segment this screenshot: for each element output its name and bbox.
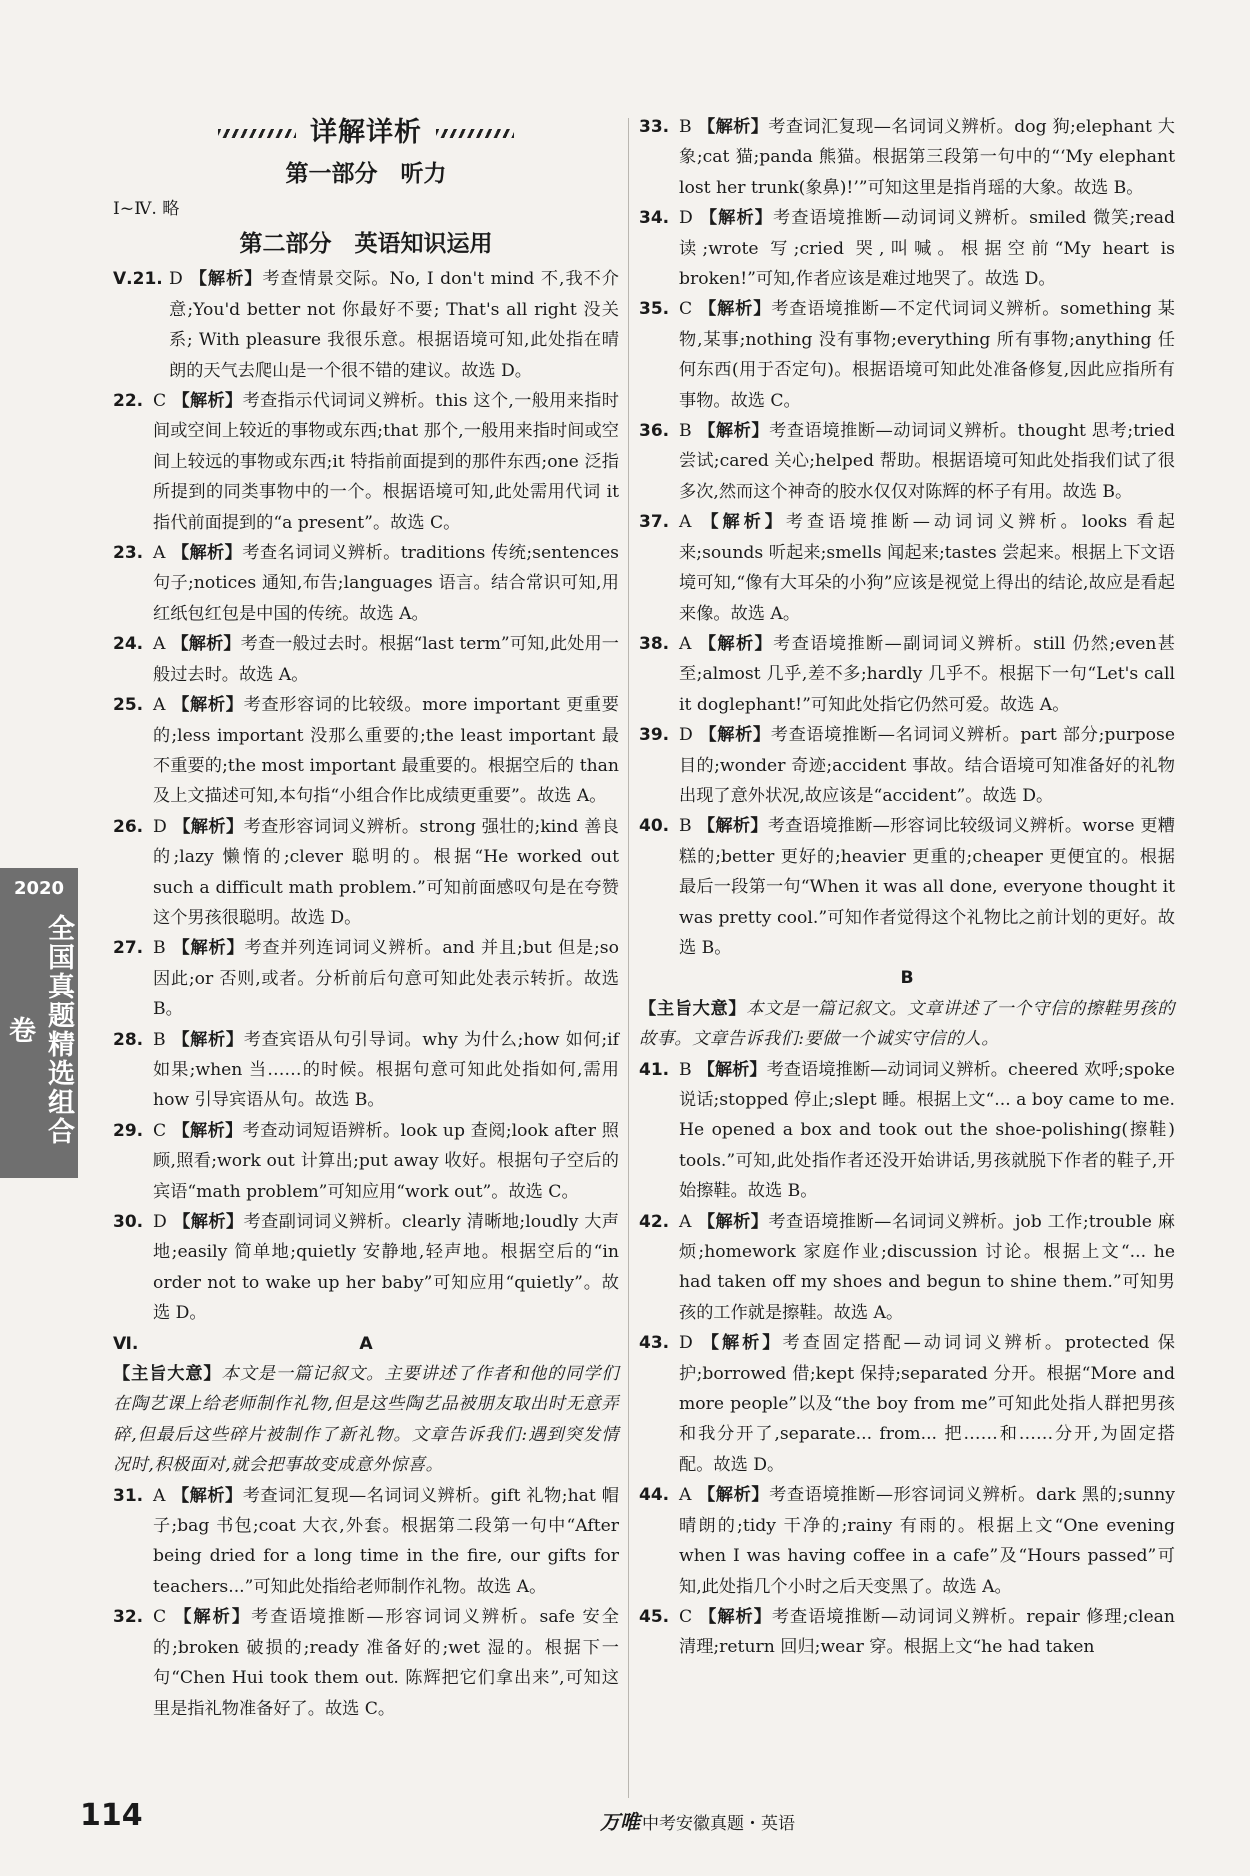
answer-letter: D [153, 1212, 167, 1232]
analysis-text: 考查语境推断—名词词义辨析。part 部分;purpose 目的;wonder 奇迹;accident 事故。结合语境可知准备好的礼物出现了意外状况,故应该是“accident”。故选 D。 [679, 725, 1175, 806]
passage-b-label: B [900, 968, 914, 989]
item-number: 43. [639, 1333, 670, 1354]
answer-item [113, 629, 619, 690]
analysis-tag: 【解析】 [172, 1212, 244, 1232]
analysis-text: 考查语境推断—不定代词词义辨析。something 某物,某事;nothing 没有事物;everything 所有事物;anything 任何东西(用于否定句)。根据语境可知此处准备修复,因此应指所有事物。故选 C。 [679, 299, 1175, 411]
item-body [679, 507, 1175, 629]
analysis-text: 考查语境推断—动词词义辨析。smiled 微笑;read 读;wrote 写;cried 哭,叫喊。根据空前“My heart is broken!”可知,作者应该是难过地哭了。故选 D。 [679, 208, 1175, 290]
gist-tag: 【主旨大意】 [639, 998, 747, 1019]
item-number: 34. [639, 208, 670, 229]
answer-letter: A [679, 1211, 692, 1232]
answer-letter: A [679, 633, 692, 654]
item-body [153, 538, 619, 629]
analysis-tag: 【解析】 [697, 816, 768, 837]
analysis-tag: 【解析】 [698, 208, 774, 229]
analysis-text: 考查情景交际。No, I don't mind 不,我不介意;You'd better not 你最好不要; That's all right 没关系; With pleasure 我很乐意。根据语境可知,此处指在晴朗的天气去爬山是一个很不错的建议。故选 D。 [169, 269, 619, 381]
answer-item [639, 811, 1175, 963]
answer-item [639, 203, 1175, 294]
analysis-text: 考查语境推断—动词词义辨析。cheered 欢呼;spoke 说话;stopped 停止;slept 睡。根据上文“... a boy came to me. He opened a box and took out the shoe-polishing(擦鞋) tools.”可知,此处指作者还没开始讲话,男孩就脱下作者的鞋子,开始擦鞋。故选 B。 [679, 1059, 1175, 1202]
page-number: 114 [80, 1798, 143, 1833]
item-number: 41. [639, 1059, 670, 1080]
analysis-tag: 【解析】 [697, 512, 786, 533]
answer-letter: B [153, 938, 166, 959]
answer-letter: A [679, 1485, 692, 1506]
item-body [169, 264, 619, 386]
answer-letter: D [169, 269, 183, 290]
analysis-text: 考查语境推断—动词词义辨析。looks 看起来;sounds 听起来;smells 闻起来;tastes 尝起来。根据上下文语境可知,“像有大耳朵的小狗”应该是视觉上得出的结论,故应是看起来像。故选 A。 [679, 512, 1175, 624]
item-number: 32. [113, 1607, 144, 1628]
left-column [113, 112, 619, 1724]
answer-item [639, 507, 1175, 629]
side-tab-title: 全国真题精选组合卷 [4, 914, 74, 1146]
item-number: 25. [113, 695, 144, 716]
item-body [153, 690, 619, 812]
passage-a-label: A [359, 1333, 373, 1354]
item-body [679, 720, 1175, 811]
analysis-text: 考查形容词词义辨析。strong 强壮的;kind 善良的;lazy 懒惰的;clever 聪明的。根据“He worked out such a difficult math problem.”可知前面感叹句是在夸赞这个男孩很聪明。故选 D。 [153, 816, 619, 928]
item-body [153, 629, 619, 690]
analysis-text: 考查并列连词词义辨析。and 并且;but 但是;so 因此;or 否则,或者。分析前后句意可知此处表示转折。故选 B。 [153, 938, 619, 1020]
analysis-tag: 【解析】 [697, 421, 770, 442]
item-body [679, 112, 1175, 203]
answer-item [113, 538, 619, 629]
analysis-tag: 【解析】 [172, 1120, 243, 1141]
analysis-tag: 【解析】 [172, 391, 243, 412]
part1-heading: 第一部分 听力 [285, 161, 447, 187]
answer-letter: B [153, 1029, 166, 1050]
answer-letter: C [153, 1607, 167, 1628]
answer-item [113, 690, 619, 812]
answer-letter: A [153, 1485, 166, 1506]
column-divider [628, 118, 629, 1798]
answer-letter: D [679, 725, 693, 746]
answer-list-b [113, 1481, 619, 1724]
answer-letter: C [153, 391, 167, 412]
item-body [679, 1328, 1175, 1480]
item-number: 45. [639, 1606, 670, 1627]
analysis-tag: 【解析】 [171, 543, 243, 564]
analysis-text: 考查形容词的比较级。more important 更重要的;less important 没那么重要的;the least important 最不重要的;the most important 最重要的。根据空后的 than 及上文描述可知,本句指“小组合作比成绩更重要”。故选 A。 [153, 695, 619, 807]
brand-logo: 万唯 [600, 1810, 640, 1834]
analysis-tag: 【解析】 [697, 1211, 769, 1232]
analysis-text: 考查语境推断—形容词比较级词义辨析。worse 更糟糕的;better 更好的;heavier 更重的;cheaper 更便宜的。根据最后一段第一句“When it was all done, everyone thought it was pretty cool.”可知作者觉得这个礼物比之前计划的更好。故选 B。 [679, 816, 1175, 958]
answer-letter: C [153, 1120, 167, 1141]
item-number: 22. [113, 391, 144, 412]
answer-letter: C [679, 1606, 693, 1627]
item-body [679, 811, 1175, 963]
answer-item [113, 1602, 619, 1724]
item-number: 36. [639, 421, 670, 442]
analysis-text: 考查语境推断—名词词义辨析。job 工作;trouble 麻烦;homework 家庭作业;discussion 讨论。根据上文“... he had taken off my shoes and begun to shine them.”可知男孩的工作就是擦鞋。故选 A。 [679, 1211, 1175, 1323]
item-number: 33. [639, 117, 670, 137]
item-number: 39. [639, 725, 670, 746]
item-body [679, 203, 1175, 294]
item-body [153, 1207, 619, 1329]
item-number: 27. [113, 938, 144, 959]
item-body [153, 1602, 619, 1724]
item-number: 35. [639, 299, 670, 320]
analysis-tag: 【解析】 [172, 816, 244, 837]
item-body [679, 1480, 1175, 1602]
answer-letter: D [679, 1333, 693, 1354]
analysis-tag: 【解析】 [171, 634, 241, 655]
passage-b-gist [639, 994, 1175, 1055]
analysis-text: 考查词汇复现—名词词义辨析。gift 礼物;hat 帽子;bag 书包;coat 大衣,外套。根据第二段第一句中“After being dried for a long time in the fire, our gifts for teachers...”可知此处指给老师制作礼物。故选 A。 [153, 1485, 619, 1597]
answer-item [639, 629, 1175, 720]
analysis-tag: 【解析】 [697, 117, 769, 137]
analysis-text: 考查一般过去时。根据“last term”可知,此处用一般过去时。故选 A。 [153, 634, 619, 685]
answer-list-c [639, 112, 1175, 963]
answer-letter: D [679, 208, 693, 229]
analysis-text: 考查固定搭配—动词词义辨析。protected 保护;borrowed 借;kept 保持;separated 分开。根据“More and more people”以及“the boy from me”可知此处指人群把男孩和我分开了,separate... from... 把……和……分开,为固定搭配。故选 D。 [679, 1333, 1175, 1475]
answer-item [113, 1116, 619, 1207]
item-body [153, 933, 619, 1024]
answer-item [639, 1055, 1175, 1207]
item-body [679, 1207, 1175, 1329]
item-body [679, 294, 1175, 416]
item-number: Ⅴ.21. [113, 269, 163, 290]
answer-item [639, 1207, 1175, 1329]
answer-item [113, 933, 619, 1024]
answer-letter: B [679, 117, 692, 137]
answer-item [639, 1602, 1175, 1663]
item-body [153, 1481, 619, 1603]
item-number: 30. [113, 1212, 144, 1232]
analysis-tag: 【解析】 [698, 299, 772, 320]
item-number: 29. [113, 1120, 144, 1141]
gist-text: 本文是一篇记叙文。主要讲述了作者和他的同学们在陶艺课上给老师制作礼物,但是这些陶艺品被朋友取出时无意弄碎,但最后这些碎片被制作了新礼物。文章告诉我们:遇到突发情况时,积极面对,就会把事故变成意外惊喜。 [113, 1364, 619, 1476]
answer-item [639, 416, 1175, 507]
section-6-number: Ⅵ. [113, 1333, 139, 1354]
item-body [679, 629, 1175, 720]
analysis-tag: 【解析】 [697, 633, 774, 654]
analysis-text: 考查语境推断—形容词词义辨析。safe 安全的;broken 破损的;ready 准备好的;wet 湿的。根据下一句“Chen Hui took them out. 陈辉把它们拿出来”,可知这里是指礼物准备好了。故选 C。 [153, 1607, 619, 1719]
banner-title: 详解详析 [310, 117, 422, 148]
answer-letter: A [153, 543, 166, 564]
answer-item [113, 1481, 619, 1603]
passage-a-gist [113, 1359, 619, 1481]
right-column [639, 112, 1175, 1663]
banner-decoration-left [218, 129, 296, 138]
item-body [153, 1025, 619, 1116]
analysis-text: 考查语境推断—副词词义辨析。still 仍然;even甚至;almost 几乎,差不多;hardly 几乎不。根据下一句“Let's call it doglephant!”可知此处指它仍然可爱。故选 A。 [679, 633, 1175, 715]
gist-tag: 【主旨大意】 [113, 1364, 222, 1385]
book-name: 中考安徽真题・英语 [642, 1814, 795, 1834]
banner-decoration-right [436, 129, 514, 138]
side-tab-year: 2020 [13, 878, 65, 899]
answer-letter: C [679, 299, 693, 320]
answer-item [639, 1328, 1175, 1480]
item-number: 31. [113, 1485, 144, 1506]
answer-letter: B [679, 1059, 692, 1080]
analysis-tag: 【解析】 [697, 1059, 767, 1080]
analysis-text: 考查语境推断—形容词词义辨析。dark 黑的;sunny 晴朗的;tidy 干净的;rainy 有雨的。根据上文“One evening when I was having coffee in a cafe”及“Hours passed”可知,此处指几个小时之后天变黑了。故选 A。 [679, 1485, 1175, 1597]
item-body [679, 416, 1175, 507]
answer-letter: B [679, 816, 692, 837]
item-number: 28. [113, 1029, 144, 1050]
gist-text: 本文是一篇记叙文。文章讲述了一个守信的擦鞋男孩的故事。文章告诉我们:要做一个诚实守信的人。 [639, 998, 1175, 1050]
part1-note: Ⅰ~Ⅳ. 略 [113, 199, 180, 219]
answer-item [113, 812, 619, 934]
item-number: 26. [113, 816, 144, 837]
analysis-text: 考查指示代词词义辨析。this 这个,一般用来指时间或空间上较近的事物或东西;that 那个,一般用来指时间或空间上较远的事物或东西;it 特指前面提到的那件东西;one 泛指所提到的同类事物中的一个。根据语境可知,此处需用代词 it 指代前面提到的“a present”。故选 C。 [153, 391, 619, 533]
answer-list-a [113, 264, 619, 1328]
answer-letter: D [153, 816, 167, 837]
item-number: 23. [113, 543, 144, 564]
item-number: 42. [639, 1211, 670, 1232]
section-banner [113, 112, 619, 154]
answer-item [113, 264, 619, 386]
analysis-text: 考查宾语从句引导词。why 为什么;how 如何;if 如果;when 当……的时候。根据句意可知此处指如何,需用 how 引导宾语从句。故选 B。 [153, 1029, 619, 1111]
answer-list-d [639, 1055, 1175, 1663]
footer-book-title [600, 1806, 795, 1835]
item-number: 37. [639, 512, 670, 533]
answer-item [639, 720, 1175, 811]
analysis-tag: 【解析】 [188, 269, 263, 290]
item-number: 24. [113, 634, 144, 655]
item-body [153, 386, 619, 538]
answer-item [113, 1207, 619, 1329]
analysis-text: 考查词汇复现—名词词义辨析。dog 狗;elephant 大象;cat 猫;panda 熊猫。根据第三段第一句中的“‘My elephant lost her trunk(象鼻)!’”可知这里是指肖瑶的大象。故选 B。 [679, 117, 1175, 198]
analysis-text: 考查语境推断—动词词义辨析。thought 思考;tried 尝试;cared 关心;helped 帮助。根据语境可知此处指我们试了很多次,然而这个神奇的胶水仅仅对陈辉的杯子有用。故选 B。 [679, 421, 1175, 502]
analysis-tag: 【解析】 [171, 938, 245, 959]
item-body [153, 812, 619, 934]
analysis-text: 考查副词词义辨析。clearly 清晰地;loudly 大声地;easily 简单地;quietly 安静地,轻声地。根据空后的“in order not to wake up her baby”可知应用“quietly”。故选 D。 [153, 1212, 619, 1324]
answer-item [113, 1025, 619, 1116]
analysis-text: 考查语境推断—动词词义辨析。repair 修理;clean 清理;return 回归;wear 穿。根据上文“he had taken [679, 1606, 1175, 1658]
item-body [679, 1602, 1175, 1663]
analysis-tag: 【解析】 [171, 1029, 244, 1050]
answer-item [639, 112, 1175, 203]
side-tab [0, 868, 78, 1178]
answer-letter: A [153, 695, 166, 716]
answer-letter: B [679, 421, 692, 442]
item-number: 38. [639, 633, 670, 654]
analysis-tag: 【解析】 [171, 695, 244, 716]
item-number: 40. [639, 816, 670, 837]
analysis-tag: 【解析】 [698, 1333, 783, 1354]
answer-item [113, 386, 619, 538]
item-body [153, 1116, 619, 1207]
analysis-tag: 【解析】 [698, 1606, 772, 1627]
item-number: 44. [639, 1485, 670, 1506]
part2-heading: 第二部分 英语知识运用 [239, 231, 493, 258]
analysis-tag: 【解析】 [698, 725, 771, 746]
answer-item [639, 294, 1175, 416]
answer-item [639, 1480, 1175, 1602]
answer-letter: A [153, 634, 166, 655]
analysis-text: 考查动词短语辨析。look up 查阅;look after 照顾,照看;work out 计算出;put away 收好。根据句子空后的宾语“math problem”可知应用“work out”。故选 C。 [153, 1120, 619, 1202]
analysis-tag: 【解析】 [172, 1607, 252, 1628]
analysis-text: 考查名词词义辨析。traditions 传统;sentences 句子;notices 通知,布告;languages 语言。结合常识可知,用红纸包红包是中国的传统。故选 A。 [153, 543, 619, 624]
analysis-tag: 【解析】 [171, 1485, 243, 1506]
analysis-tag: 【解析】 [697, 1485, 770, 1506]
item-body [679, 1055, 1175, 1207]
answer-letter: A [679, 512, 692, 533]
